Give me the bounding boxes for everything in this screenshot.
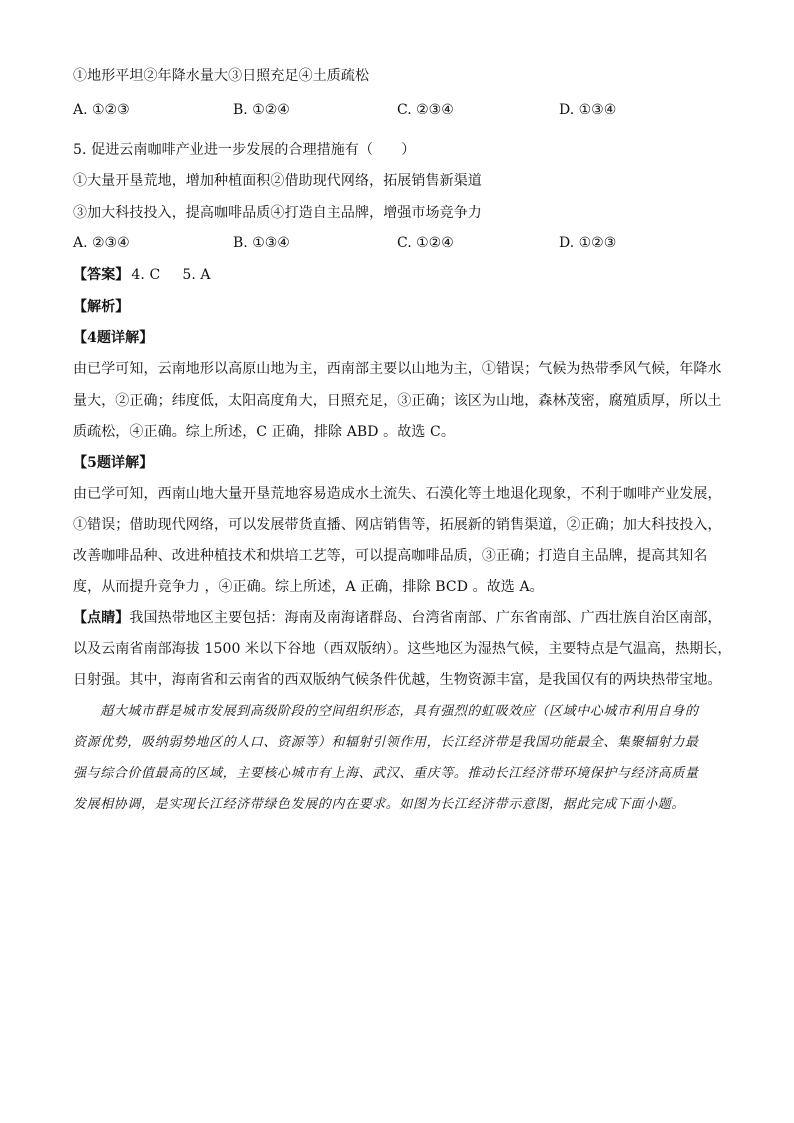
q5-stem: 5. 促进云南咖啡产业进一步发展的合理措施有（ ） — [73, 142, 416, 158]
q4-option-b: B. ①②④ — [233, 102, 290, 118]
passage-line: 发展相协调，是实现长江经济带绿色发展的内在要求。如图为长江经济带示意图，据此完成下面小题。 — [73, 797, 686, 812]
q4-detail-line: 由已学可知，云南地形以高原山地为主，西南部主要以山地为主，①错误；气候为热带季风气候，年降水 — [73, 361, 722, 377]
q5-detail-line: 度，从而提升竞争力 ，④正确。综上所述，A 正确，排除 BCD 。故选 A。 — [73, 579, 544, 595]
passage-line: 超大城市群是城市发展到高级阶段的空间组织形态，具有强烈的虹吸效应（区域中心城市利用自身的 — [73, 704, 699, 719]
q5-detail-line: 改善咖啡品种、改进种植技术和烘培工艺等，可以提高咖啡品质，③正确；打造自主品牌，提高其知名 — [73, 548, 708, 564]
tip-line: 以及云南省南部海拔 1500 米以下谷地（西双版纳）。这些地区为湿热气候，主要特点是气温高，热期长， — [73, 641, 732, 657]
q4-option-c: C. ②③④ — [397, 102, 454, 118]
q5-option-c: C. ①②④ — [397, 235, 454, 251]
q4-conditions: ①地形平坦②年降水量大③日照充足④土质疏松 — [73, 68, 370, 84]
answer-label: 【答案】 — [73, 267, 130, 283]
q5-options — [73, 233, 723, 253]
q4-detail-line: 量大，②正确；纬度低，太阳高度角大，日照充足，③正确；该区为山地，森林茂密，腐殖质厚，所以土 — [73, 393, 722, 409]
tip-label: 【点睛】 — [73, 610, 130, 626]
tip-line-1 — [73, 608, 723, 628]
q4-option-a: A. ①②③ — [73, 102, 130, 118]
passage-line: 强与综合价值最高的区域，主要核心城市有上海、武汉、重庆等。推动长江经济带环境保护与经济高质量 — [73, 766, 699, 781]
q5-detail-line: 由已学可知，西南山地大量开垦荒地容易造成水土流失、石漠化等土地退化现象，不利于咖啡产业发展， — [73, 486, 722, 502]
q4-detail-line: 质疏松，④正确。综上所述，C 正确，排除 ABD 。故选 C。 — [73, 424, 455, 440]
q5-option-d: D. ①②③ — [559, 235, 617, 251]
answer-q5: 5. A — [182, 267, 211, 283]
passage-line: 资源优势，吸纳弱势地区的人口、资源等）和辐射引领作用，长江经济带是我国功能最全、集聚辐射力最 — [73, 735, 699, 750]
q5-detail-label: 【5题详解】 — [73, 455, 154, 471]
q5-option-a: A. ②③④ — [73, 235, 130, 251]
q5-option-b: B. ①③④ — [233, 235, 290, 251]
q5-item-line-1: ①大量开垦荒地，增加种植面积②借助现代网络，拓展销售新渠道 — [73, 173, 482, 189]
analysis-label: 【解析】 — [73, 299, 130, 315]
q5-item-line-2: ③加大科技投入，提高咖啡品质④打造自主品牌，增强市场竞争力 — [73, 205, 482, 221]
q4-detail-label: 【4题详解】 — [73, 330, 154, 346]
answer-q4: 4. C — [131, 267, 161, 283]
q5-detail-line: ①错误；借助现代网络，可以发展带货直播、网店销售等，拓展新的销售渠道，②正确；加大科技投入， — [73, 517, 722, 533]
q4-options — [73, 100, 723, 120]
q4-option-d: D. ①③④ — [559, 102, 617, 118]
tip-line: 日射强。其中，海南省和云南省的西双版纳气候条件优越，生物资源丰富，是我国仅有的两块热带宝地。 — [73, 672, 722, 688]
tip-text: 我国热带地区主要包括：海南及南海诸群岛、台湾省南部、广东省南部、广西壮族自治区南部， — [129, 610, 722, 626]
answer-line — [73, 265, 723, 285]
